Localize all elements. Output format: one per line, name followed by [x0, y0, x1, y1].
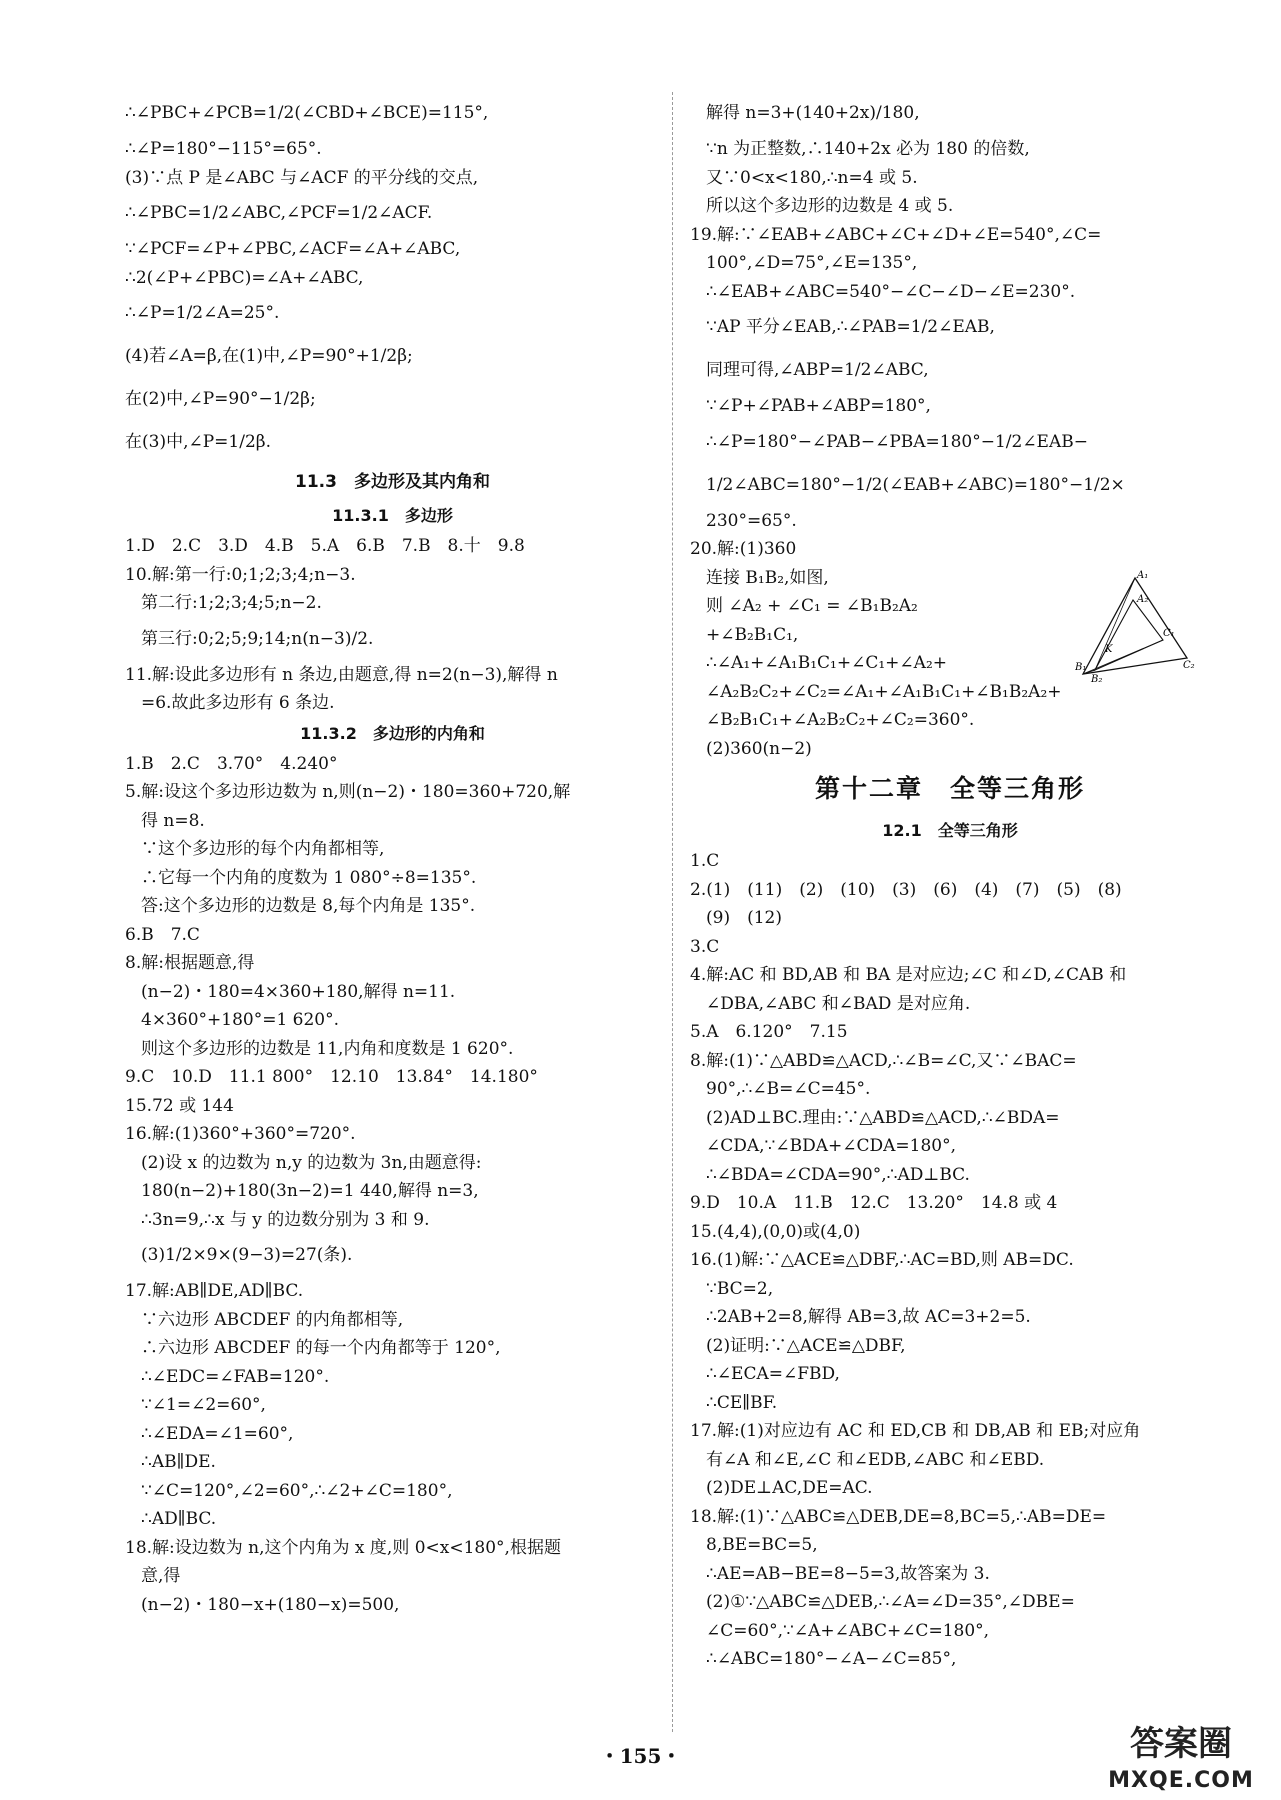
right-column-line: 18.解:(1)∵△ABC≌△DEB,DE=8,BC=5,∴AB=DE=	[690, 1506, 1107, 1527]
right-column-line: 8.解:(1)∵△ABD≌△ACD,∴∠B=∠C,又∵∠BAC=	[690, 1050, 1077, 1071]
right-column-line: 16.(1)解:∵△ACE≌△DBF,∴AC=BD,则 AB=DC.	[690, 1250, 1074, 1270]
left-column-line: 9.C 10.D 11.1 800° 12.10 13.84° 14.180°	[125, 1067, 538, 1087]
left-column-line: ∴六边形 ABCDEF 的每一个内角都等于 120°,	[141, 1338, 501, 1358]
left-column	[125, 92, 660, 1619]
right-column-line: ∠C=60°,∵∠A+∠ABC+∠C=180°,	[706, 1620, 990, 1641]
right-column-line: 1/2∠ABC=180°−1/2(∠EAB+∠ABC)=180°−1/2×	[706, 474, 1125, 495]
left-column-line: 6.B 7.C	[125, 924, 200, 945]
right-column-line: 230°=65°.	[706, 510, 797, 531]
right-column-line: 17.解:(1)对应边有 AC 和 ED,CB 和 DB,AB 和 EB;对应角	[690, 1421, 1141, 1441]
segment-b1c1	[1083, 640, 1163, 674]
left-column-line: 4×360°+180°=1 620°.	[141, 1010, 340, 1030]
left-column-line: ∵∠PCF=∠P+∠PBC,∠ACF=∠A+∠ABC,	[125, 239, 461, 259]
right-column-line: 20.解:(1)360	[690, 539, 797, 559]
right-column-line: ∵n 为正整数,∴140+2x 必为 180 的倍数,	[706, 139, 1030, 159]
right-column-line: ∠A₂B₂C₂+∠C₂=∠A₁+∠A₁B₁C₁+∠B₁B₂A₂+	[706, 681, 1062, 702]
right-column-line: (9) (12)	[706, 908, 782, 928]
right-column-line: 第十二章 全等三角形	[814, 774, 1085, 803]
label-a2: A₂	[1137, 594, 1149, 605]
right-column-line: ∠B₂B₁C₁+∠A₂B₂C₂+∠C₂=360°.	[706, 710, 975, 730]
left-column-line: 第三行:0;2;5;9;14;n(n−3)/2.	[141, 628, 374, 649]
right-column-line: ∠CDA,∵∠BDA+∠CDA=180°,	[706, 1136, 957, 1156]
right-column-line: 90°,∴∠B=∠C=45°.	[706, 1079, 871, 1099]
right-column-line: 同理可得,∠ABP=1/2∠ABC,	[706, 360, 929, 380]
left-column-line: (4)若∠A=β,在(1)中,∠P=90°+1/2β;	[125, 346, 413, 366]
right-column-line: ∴∠BDA=∠CDA=90°,∴AD⊥BC.	[706, 1164, 970, 1185]
right-column-line: (2)360(n−2)	[706, 738, 812, 759]
right-column-line: 19.解:∵∠EAB+∠ABC+∠C+∠D+∠E=540°,∠C=	[690, 224, 1102, 245]
left-column-line: ∴∠P=180°−115°=65°.	[125, 139, 322, 159]
right-column-line: 有∠A 和∠E,∠C 和∠EDB,∠ABC 和∠EBD.	[706, 1449, 1045, 1470]
left-column-line: 答:这个多边形的边数是 8,每个内角是 135°.	[141, 896, 476, 916]
left-column-line: ∴∠EDC=∠FAB=120°.	[141, 1366, 330, 1387]
left-column-line: (3)∵点 P 是∠ABC 与∠ACF 的平分线的交点,	[125, 167, 479, 188]
right-column-line: (2)①∵△ABC≌△DEB,∴∠A=∠D=35°,∠DBE=	[706, 1592, 1075, 1612]
right-column-line: ∵∠P+∠PAB+∠ABP=180°,	[706, 396, 931, 416]
left-column-line: 15.72 或 144	[125, 1095, 234, 1116]
right-column-line: ∴∠ECA=∠FBD,	[706, 1364, 840, 1384]
label-b2: B₂	[1091, 674, 1103, 685]
right-column-line: ∵BC=2,	[706, 1278, 774, 1299]
right-column-line: 连接 B₁B₂,如图,	[706, 567, 829, 588]
right-column-line: 100°,∠D=75°,∠E=135°,	[706, 253, 918, 273]
left-column-line: 8.解:根据题意,得	[125, 953, 255, 973]
left-column-line: ∴∠EDA=∠1=60°,	[141, 1423, 294, 1444]
right-column-line: +∠B₂B₁C₁,	[706, 624, 799, 645]
left-column-line: 1.D 2.C 3.D 4.B 5.A 6.B 7.B 8.十 9.8	[125, 536, 525, 556]
right-column-line: ∴2AB+2=8,解得 AB=3,故 AC=3+2=5.	[706, 1307, 1031, 1327]
left-column-line: 得 n=8.	[141, 810, 205, 831]
right-column-line: ∴∠EAB+∠ABC=540°−∠C−∠D−∠E=230°.	[706, 281, 1076, 302]
right-column-line: 3.C	[690, 936, 720, 957]
left-column-line: ∴2(∠P+∠PBC)=∠A+∠ABC,	[125, 267, 364, 288]
left-column-line: (3)1/2×9×(9−3)=27(条).	[141, 1245, 353, 1265]
left-column-line: 16.解:(1)360°+360°=720°.	[125, 1124, 356, 1144]
left-column-line: 18.解:设边数为 n,这个内角为 x 度,则 0<x<180°,根据题	[125, 1537, 561, 1558]
left-column-line: ∵∠C=120°,∠2=60°,∴∠2+∠C=180°,	[141, 1480, 453, 1501]
left-column-line: 11.3 多边形及其内角和	[295, 472, 490, 492]
segment-b2a1	[1095, 578, 1135, 670]
right-column-line: 2.(1) (11) (2) (10) (3) (6) (4) (7) (5) (8)	[690, 879, 1122, 900]
left-column-line: (2)设 x 的边数为 n,y 的边数为 3n,由题意得:	[141, 1152, 482, 1173]
right-column	[690, 92, 1210, 1674]
right-column-line: 所以这个多边形的边数是 4 或 5.	[706, 196, 954, 216]
right-column-line: 9.D 10.A 11.B 12.C 13.20° 14.8 或 4	[690, 1193, 1058, 1213]
label-c1: C₁	[1163, 628, 1175, 639]
left-column-line: =6.故此多边形有 6 条边.	[141, 693, 335, 713]
watermark-logo-text: 答案圈	[1130, 1724, 1232, 1764]
label-c2: C₂	[1183, 660, 1195, 671]
left-column-line: 11.3.2 多边形的内角和	[300, 723, 485, 743]
left-column-line: (n−2)・180=4×360+180,解得 n=11.	[141, 981, 456, 1002]
right-column-line: 解得 n=3+(140+2x)/180,	[706, 103, 920, 123]
site-watermark	[1086, 1718, 1276, 1796]
right-column-line: (2)DE⊥AC,DE=AC.	[706, 1478, 873, 1498]
left-column-line: ∴∠PBC+∠PCB=1/2(∠CBD+∠BCE)=115°,	[125, 103, 489, 123]
label-k: K	[1105, 644, 1113, 655]
left-column-line: ∵∠1=∠2=60°,	[141, 1395, 266, 1415]
right-column-line: ∴CE∥BF.	[706, 1392, 778, 1413]
left-column-line: 第二行:1;2;3;4;5;n−2.	[141, 593, 322, 613]
left-column-line: (n−2)・180−x+(180−x)=500,	[141, 1594, 400, 1615]
left-column-line: ∴AB∥DE.	[141, 1452, 216, 1472]
left-column-line: ∴∠P=1/2∠A=25°.	[125, 303, 280, 323]
right-column-line: ∴AE=AB−BE=8−5=3,故答案为 3.	[706, 1563, 990, 1584]
left-column-line: 在(3)中,∠P=1/2β.	[125, 432, 272, 452]
left-column-line: ∵这个多边形的每个内角都相等,	[141, 839, 385, 859]
right-column-line: 4.解:AC 和 BD,AB 和 BA 是对应边;∠C 和∠D,∠CAB 和	[690, 965, 1127, 985]
outer-triangle	[1083, 578, 1187, 674]
right-column-line: ∴∠A₁+∠A₁B₁C₁+∠C₁+∠A₂+	[706, 653, 947, 673]
right-column-line: 又∵0<x<180,∴n=4 或 5.	[706, 167, 918, 188]
left-column-line: 5.解:设这个多边形边数为 n,则(n−2)・180=360+720,解	[125, 782, 571, 802]
right-column-line: ∵AP 平分∠EAB,∴∠PAB=1/2∠EAB,	[706, 317, 995, 337]
left-column-line: 17.解:AB∥DE,AD∥BC.	[125, 1281, 304, 1301]
left-column-line: 在(2)中,∠P=90°−1/2β;	[125, 389, 316, 409]
label-b1: B₁	[1075, 662, 1087, 673]
column-divider	[672, 92, 673, 1732]
left-column-line: ∴AD∥BC.	[141, 1509, 217, 1529]
right-column-line: ∠DBA,∠ABC 和∠BAD 是对应角.	[706, 993, 971, 1014]
left-column-line: 则这个多边形的边数是 11,内角和度数是 1 620°.	[141, 1038, 514, 1059]
left-column-line: ∵六边形 ABCDEF 的内角都相等,	[141, 1309, 404, 1330]
left-column-line: 10.解:第一行:0;1;2;3;4;n−3.	[125, 564, 356, 585]
label-a1: A₁	[1137, 570, 1149, 581]
inner-triangle	[1095, 600, 1163, 670]
left-column-line: 1.B 2.C 3.70° 4.240°	[125, 753, 338, 774]
right-column-line: 15.(4,4),(0,0)或(4,0)	[690, 1221, 861, 1242]
left-column-line: 11.3.1 多边形	[332, 506, 453, 525]
left-column-line: 180(n−2)+180(3n−2)=1 440,解得 n=3,	[141, 1181, 479, 1201]
right-column-line: 则 ∠A₂ + ∠C₁ = ∠B₁B₂A₂	[706, 596, 918, 616]
right-column-line: 12.1 全等三角形	[882, 821, 1018, 840]
page-number: ・155・	[599, 1744, 682, 1768]
left-column-line: ∴∠PBC=1/2∠ABC,∠PCF=1/2∠ACF.	[125, 203, 433, 223]
right-column-line: 1.C	[690, 851, 720, 871]
right-column-line: ∴∠ABC=180°−∠A−∠C=85°,	[706, 1649, 957, 1669]
right-column-line: 5.A 6.120° 7.15	[690, 1022, 848, 1042]
left-column-line: ∴3n=9,∴x 与 y 的边数分别为 3 和 9.	[141, 1209, 430, 1230]
left-column-line: 意,得	[141, 1566, 181, 1586]
watermark-url: MXQE.COM	[1108, 1768, 1254, 1793]
left-column-line: ∴它每一个内角的度数为 1 080°÷8=135°.	[141, 867, 477, 888]
left-column-line: 11.解:设此多边形有 n 条边,由题意,得 n=2(n−3),解得 n	[125, 664, 558, 685]
triangle-figure	[1075, 570, 1195, 685]
right-column-line: 8,BE=BC=5,	[706, 1535, 818, 1555]
right-column-line: (2)证明:∵△ACE≌△DBF,	[706, 1335, 906, 1356]
right-column-line: (2)AD⊥BC.理由:∵△ABD≌△ACD,∴∠BDA=	[706, 1107, 1060, 1128]
right-column-line: ∴∠P=180°−∠PAB−∠PBA=180°−1/2∠EAB−	[706, 431, 1088, 452]
